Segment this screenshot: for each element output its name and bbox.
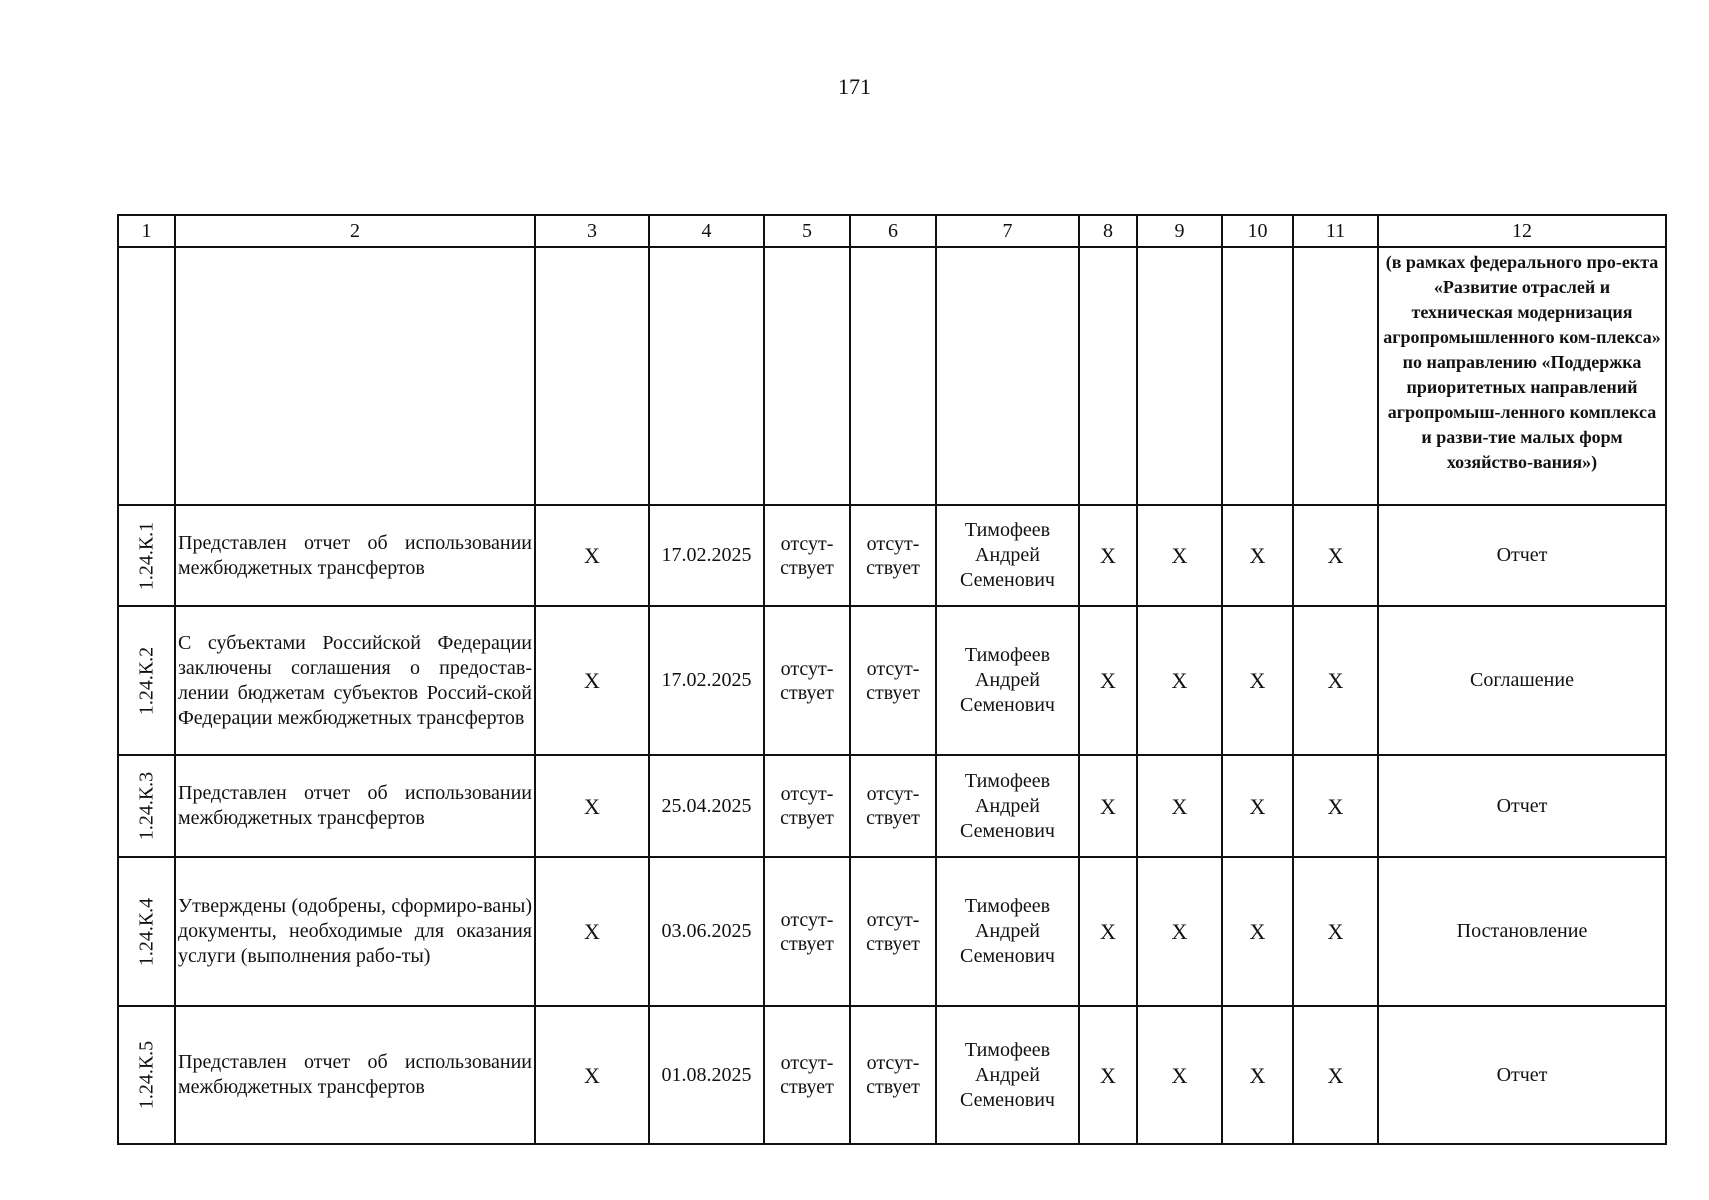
col8-value: X [1079, 505, 1137, 606]
col11-value: X [1293, 1006, 1378, 1144]
col3-value: X [535, 1006, 649, 1144]
col5-value: отсут-ствует [764, 1006, 850, 1144]
column-number: 12 [1378, 215, 1666, 247]
responsible-person: Тимофеев Андрей Семенович [936, 755, 1079, 857]
col10-value: X [1222, 1006, 1293, 1144]
col8-value: X [1079, 857, 1137, 1006]
table-row [118, 755, 1666, 857]
row-code-cell [118, 857, 175, 1006]
column-number: 3 [535, 215, 649, 247]
col11-value: X [1293, 505, 1378, 606]
empty-cell [764, 247, 850, 505]
row-description: Представлен отчет об использовании межбюджетных трансфертов [175, 1006, 535, 1144]
document-type: Соглашение [1378, 606, 1666, 755]
col6-value: отсут-ствует [850, 505, 936, 606]
column-number: 7 [936, 215, 1079, 247]
col5-value: отсут-ствует [764, 505, 850, 606]
empty-cell [118, 247, 175, 505]
continuation-text: (в рамках федерального про-екта «Развитие отраслей и техническая модернизация агропромышленного ком-плекса» по направлению «Поддержка приоритетных направлений агропромыш-ленного комплекса и разви-тие малых форм хозяйство-вания») [1378, 247, 1666, 505]
table-row [118, 505, 1666, 606]
column-number: 2 [175, 215, 535, 247]
col6-value: отсут-ствует [850, 1006, 936, 1144]
page-number: 171 [838, 74, 871, 99]
column-number-row [118, 215, 1666, 247]
col5-value: отсут-ствует [764, 857, 850, 1006]
row-code: 1.24.К.5 [135, 1040, 157, 1110]
empty-cell [936, 247, 1079, 505]
col9-value: X [1137, 857, 1222, 1006]
row-code-cell [118, 1006, 175, 1144]
responsible-person: Тимофеев Андрей Семенович [936, 1006, 1079, 1144]
row-description: Утверждены (одобрены, сформиро-ваны) документы, необходимые для оказания услуги (выполнения рабо-ты) [175, 857, 535, 1006]
col8-value: X [1079, 606, 1137, 755]
column-number: 5 [764, 215, 850, 247]
column-number: 8 [1079, 215, 1137, 247]
col5-value: отсут-ствует [764, 755, 850, 857]
col9-value: X [1137, 505, 1222, 606]
empty-cell [1222, 247, 1293, 505]
empty-cell [175, 247, 535, 505]
col11-value: X [1293, 755, 1378, 857]
col3-value: X [535, 857, 649, 1006]
plan-table [117, 214, 1667, 1145]
row-code: 1.24.К.3 [135, 771, 157, 841]
col6-value: отсут-ствует [850, 606, 936, 755]
column-number: 1 [118, 215, 175, 247]
empty-cell [1137, 247, 1222, 505]
col3-value: X [535, 505, 649, 606]
responsible-person: Тимофеев Андрей Семенович [936, 505, 1079, 606]
col11-value: X [1293, 857, 1378, 1006]
col3-value: X [535, 755, 649, 857]
col10-value: X [1222, 606, 1293, 755]
empty-cell [649, 247, 764, 505]
row-code-cell [118, 606, 175, 755]
empty-cell [850, 247, 936, 505]
date-value: 25.04.2025 [649, 755, 764, 857]
row-description: Представлен отчет об использовании межбюджетных трансфертов [175, 755, 535, 857]
col10-value: X [1222, 857, 1293, 1006]
continuation-row [118, 247, 1666, 505]
document-type: Постановление [1378, 857, 1666, 1006]
col9-value: X [1137, 606, 1222, 755]
table-row [118, 1006, 1666, 1144]
document-type: Отчет [1378, 1006, 1666, 1144]
row-code: 1.24.К.1 [135, 521, 157, 590]
col6-value: отсут-ствует [850, 857, 936, 1006]
row-description: Представлен отчет об использовании межбюджетных трансфертов [175, 505, 535, 606]
col11-value: X [1293, 606, 1378, 755]
col10-value: X [1222, 755, 1293, 857]
table-row [118, 857, 1666, 1006]
row-code: 1.24.К.2 [135, 646, 157, 715]
col6-value: отсут-ствует [850, 755, 936, 857]
responsible-person: Тимофеев Андрей Семенович [936, 606, 1079, 755]
column-number: 11 [1293, 215, 1378, 247]
date-value: 17.02.2025 [649, 606, 764, 755]
column-number: 4 [649, 215, 764, 247]
empty-cell [535, 247, 649, 505]
col3-value: X [535, 606, 649, 755]
date-value: 03.06.2025 [649, 857, 764, 1006]
column-number: 9 [1137, 215, 1222, 247]
row-code-cell [118, 505, 175, 606]
empty-cell [1293, 247, 1378, 505]
empty-cell [1079, 247, 1137, 505]
row-code-cell [118, 755, 175, 857]
col9-value: X [1137, 755, 1222, 857]
column-number: 10 [1222, 215, 1293, 247]
responsible-person: Тимофеев Андрей Семенович [936, 857, 1079, 1006]
document-type: Отчет [1378, 505, 1666, 606]
row-description: С субъектами Российской Федерации заключены соглашения о предостав-лении бюджетам субъектов Россий-ской Федерации межбюджетных трансфертов [175, 606, 535, 755]
col8-value: X [1079, 1006, 1137, 1144]
column-number: 6 [850, 215, 936, 247]
row-code: 1.24.К.4 [135, 897, 157, 966]
col8-value: X [1079, 755, 1137, 857]
document-type: Отчет [1378, 755, 1666, 857]
date-value: 01.08.2025 [649, 1006, 764, 1144]
date-value: 17.02.2025 [649, 505, 764, 606]
table-row [118, 606, 1666, 755]
col10-value: X [1222, 505, 1293, 606]
col9-value: X [1137, 1006, 1222, 1144]
col5-value: отсут-ствует [764, 606, 850, 755]
